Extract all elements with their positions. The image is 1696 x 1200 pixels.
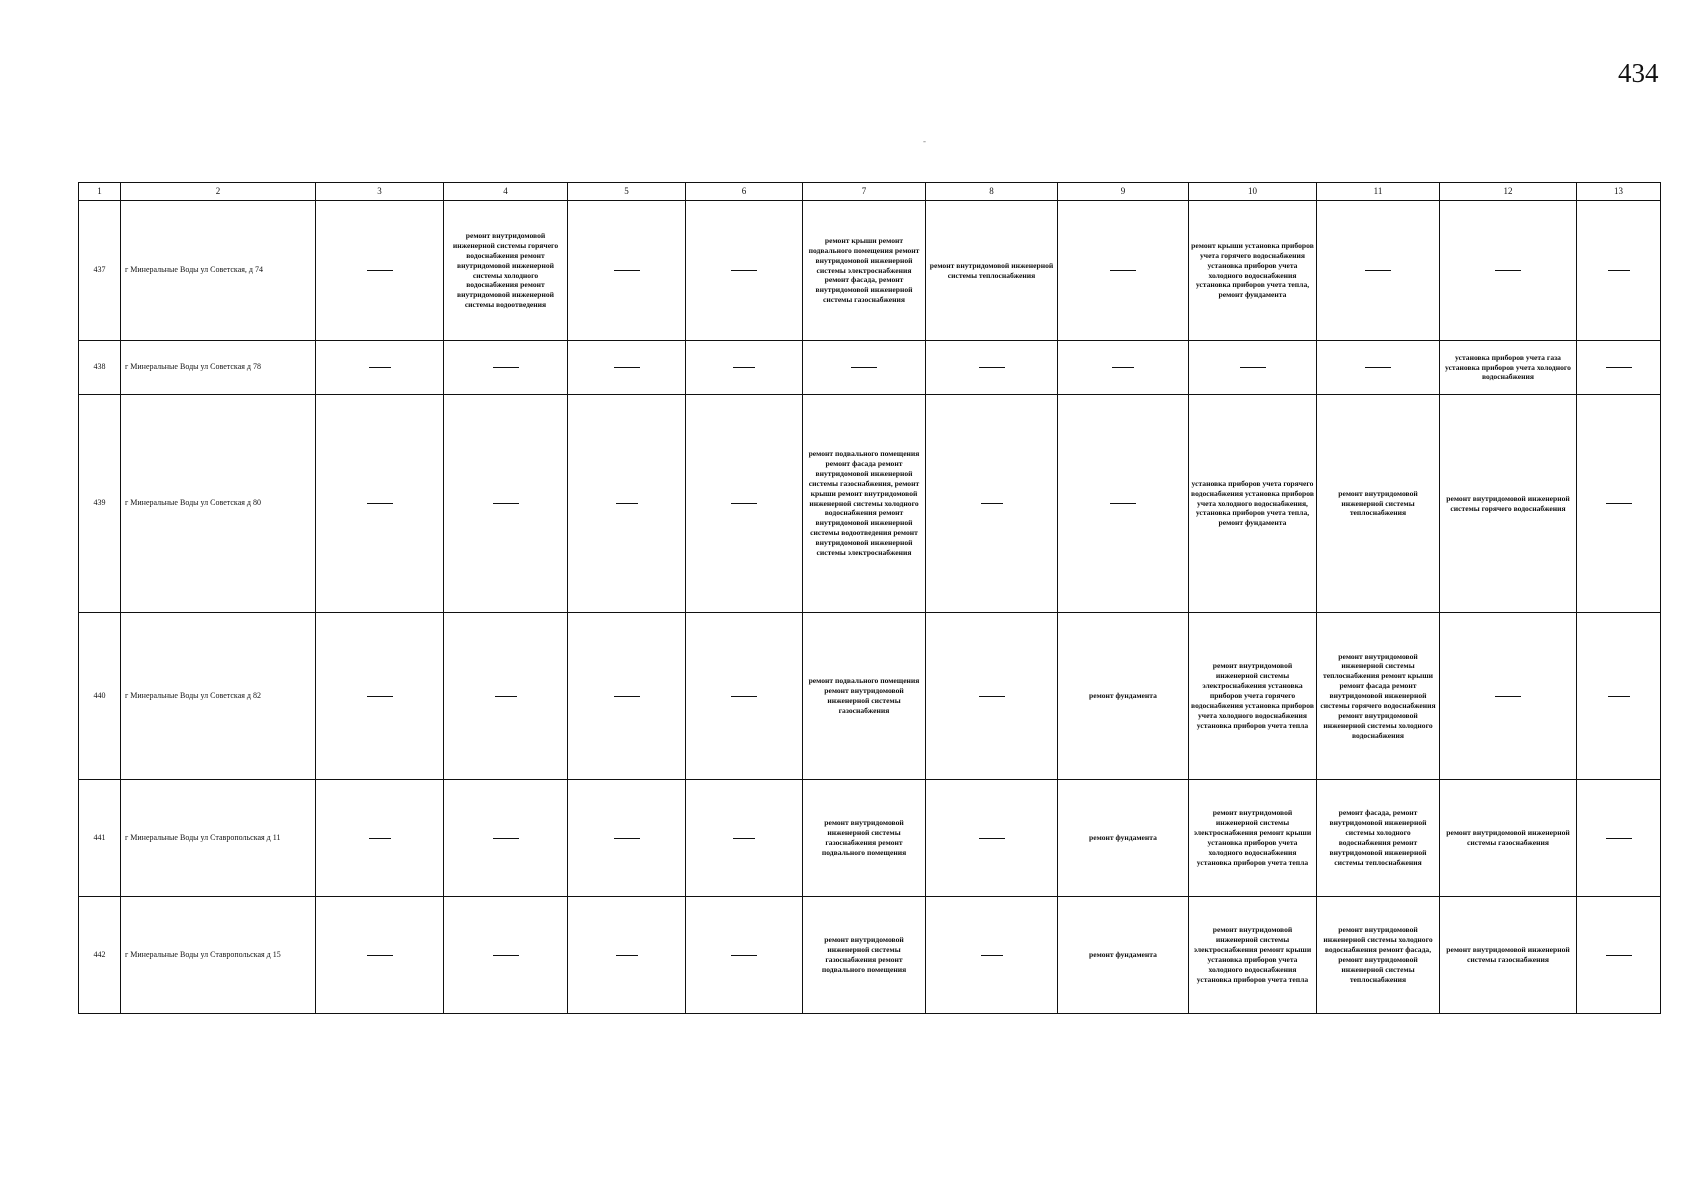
work-cell: ремонт внутридомовой инженерной системы электроснабжения ремонт крыши установка приборов учета холодного водоснабжения установка приборов учета тепла — [1189, 780, 1317, 897]
work-cell — [926, 780, 1058, 897]
work-cell — [686, 897, 803, 1014]
dash-mark — [1110, 270, 1136, 271]
dash-mark — [614, 270, 640, 271]
column-number-row — [79, 183, 1661, 201]
work-cell — [568, 613, 686, 780]
dash-mark — [731, 503, 757, 504]
work-cell — [1440, 201, 1577, 341]
address-cell: г Минеральные Воды ул Советская д 78 — [121, 341, 316, 395]
dash-mark — [367, 503, 393, 504]
dash-mark — [1240, 367, 1266, 368]
work-cell — [316, 780, 444, 897]
address-cell: г Минеральные Воды ул Советская, д 74 — [121, 201, 316, 341]
repair-register-table — [78, 182, 1661, 1014]
work-cell: ремонт внутридомовой инженерной системы газоснабжения ремонт подвального помещения — [803, 780, 926, 897]
dash-mark — [614, 367, 640, 368]
dash-mark — [493, 838, 519, 839]
table-row — [79, 897, 1661, 1014]
work-cell — [1577, 395, 1661, 613]
dash-mark — [1365, 270, 1391, 271]
work-cell — [568, 897, 686, 1014]
work-cell: ремонт внутридомовой инженерной системы газоснабжения — [1440, 780, 1577, 897]
dash-mark — [1608, 696, 1630, 697]
dash-mark — [979, 367, 1005, 368]
work-cell — [686, 201, 803, 341]
dash-mark — [367, 270, 393, 271]
dash-mark — [981, 955, 1003, 956]
dash-mark — [979, 696, 1005, 697]
dash-mark — [1606, 838, 1632, 839]
dash-mark — [493, 367, 519, 368]
column-number: 6 — [686, 183, 803, 201]
work-cell — [1189, 341, 1317, 395]
column-number: 2 — [121, 183, 316, 201]
work-cell — [1058, 395, 1189, 613]
work-cell — [568, 780, 686, 897]
dash-mark — [1365, 367, 1391, 368]
address-cell: г Минеральные Воды ул Советская д 82 — [121, 613, 316, 780]
dash-mark — [851, 367, 877, 368]
column-number: 8 — [926, 183, 1058, 201]
work-cell: ремонт подвального помещения ремонт внутридомовой инженерной системы газоснабжения — [803, 613, 926, 780]
dash-mark — [979, 838, 1005, 839]
column-number: 13 — [1577, 183, 1661, 201]
dash-mark — [1495, 270, 1521, 271]
work-cell — [1058, 341, 1189, 395]
dash-mark — [733, 838, 755, 839]
work-cell: ремонт фундамента — [1058, 613, 1189, 780]
row-number: 442 — [79, 897, 121, 1014]
work-cell — [686, 613, 803, 780]
work-cell: ремонт внутридомовой инженерной системы теплоснабжения ремонт крыши ремонт фасада ремонт внутридомовой инженерной системы горячего водоснабжения ремонт внутридомовой инженерной системы холодного водоснабжения — [1317, 613, 1440, 780]
work-cell — [686, 395, 803, 613]
work-cell: ремонт фундамента — [1058, 780, 1189, 897]
work-cell — [316, 395, 444, 613]
column-number: 10 — [1189, 183, 1317, 201]
address-cell: г Минеральные Воды ул Ставропольская д 11 — [121, 780, 316, 897]
work-cell — [444, 780, 568, 897]
work-cell — [568, 395, 686, 613]
work-cell — [1577, 201, 1661, 341]
table-row — [79, 341, 1661, 395]
work-cell: установка приборов учета горячего водоснабжения установка приборов учета холодного водоснабжения, установка приборов учета тепла, ремонт фундамента — [1189, 395, 1317, 613]
row-number: 440 — [79, 613, 121, 780]
work-cell: ремонт внутридомовой инженерной системы электроснабжения ремонт крыши установка приборов учета холодного водоснабжения установка приборов учета тепла — [1189, 897, 1317, 1014]
dash-mark — [1112, 367, 1134, 368]
table-row — [79, 780, 1661, 897]
work-cell — [1577, 780, 1661, 897]
column-number: 7 — [803, 183, 926, 201]
row-number: 439 — [79, 395, 121, 613]
dash-mark — [614, 838, 640, 839]
work-cell — [926, 341, 1058, 395]
address-cell: г Минеральные Воды ул Ставропольская д 15 — [121, 897, 316, 1014]
table-row — [79, 613, 1661, 780]
address-cell: г Минеральные Воды ул Советская д 80 — [121, 395, 316, 613]
row-number: 438 — [79, 341, 121, 395]
dash-mark — [1606, 503, 1632, 504]
work-cell — [316, 201, 444, 341]
work-cell: ремонт внутридомовой инженерной системы теплоснабжения — [926, 201, 1058, 341]
work-cell — [1317, 201, 1440, 341]
work-cell — [1577, 341, 1661, 395]
work-cell: ремонт внутридомовой инженерной системы газоснабжения ремонт подвального помещения — [803, 897, 926, 1014]
work-cell: ремонт крыши установка приборов учета горячего водоснабжения установка приборов учета холодного водоснабжения установка приборов учета тепла, ремонт фундамента — [1189, 201, 1317, 341]
dash-mark — [493, 955, 519, 956]
dash-mark — [1606, 955, 1632, 956]
work-cell — [1577, 613, 1661, 780]
dash-mark — [495, 696, 517, 697]
dash-mark — [616, 503, 638, 504]
column-number: 12 — [1440, 183, 1577, 201]
table-body — [79, 201, 1661, 1014]
work-cell — [316, 341, 444, 395]
work-cell — [444, 897, 568, 1014]
work-cell: ремонт фундамента — [1058, 897, 1189, 1014]
work-cell — [1440, 613, 1577, 780]
work-cell — [1577, 897, 1661, 1014]
dash-mark — [731, 696, 757, 697]
dash-mark — [369, 367, 391, 368]
work-cell — [568, 341, 686, 395]
table-row — [79, 395, 1661, 613]
dash-mark — [733, 367, 755, 368]
work-cell: ремонт фасада, ремонт внутридомовой инженерной системы холодного водоснабжения ремонт внутридомовой инженерной системы теплоснабжения — [1317, 780, 1440, 897]
work-cell: ремонт внутридомовой инженерной системы электроснабжения установка приборов учета горячего водоснабжения установка приборов учета холодного водоснабжения установка приборов учета тепла — [1189, 613, 1317, 780]
column-number: 9 — [1058, 183, 1189, 201]
work-cell — [926, 395, 1058, 613]
work-cell: ремонт крыши ремонт подвального помещения ремонт внутридомовой инженерной системы электроснабжения ремонт фасада, ремонт внутридомовой инженерной системы газоснабжения — [803, 201, 926, 341]
work-cell — [1058, 201, 1189, 341]
work-cell: ремонт подвального помещения ремонт фасада ремонт внутридомовой инженерной системы газоснабжения, ремонт крыши ремонт внутридомовой инженерной системы холодного водоснабжения ремонт внутридомовой инженерной системы водоотведения ремонт внутридомовой инженерной системы электроснабжения — [803, 395, 926, 613]
work-cell: установка приборов учета газа установка приборов учета холодного водоснабжения — [1440, 341, 1577, 395]
work-cell — [444, 613, 568, 780]
dash-mark — [369, 838, 391, 839]
work-cell: ремонт внутридомовой инженерной системы холодного водоснабжения ремонт фасада, ремонт внутридомовой инженерной системы теплоснабжения — [1317, 897, 1440, 1014]
work-cell — [316, 613, 444, 780]
dash-mark — [493, 503, 519, 504]
work-cell: ремонт внутридомовой инженерной системы теплоснабжения — [1317, 395, 1440, 613]
dash-mark — [1608, 270, 1630, 271]
scan-mark: - — [923, 136, 926, 146]
dash-mark — [614, 696, 640, 697]
column-number: 3 — [316, 183, 444, 201]
work-cell: ремонт внутридомовой инженерной системы горячего водоснабжения — [1440, 395, 1577, 613]
column-number: 11 — [1317, 183, 1440, 201]
column-number: 4 — [444, 183, 568, 201]
dash-mark — [367, 696, 393, 697]
column-number: 1 — [79, 183, 121, 201]
work-cell — [568, 201, 686, 341]
work-cell — [803, 341, 926, 395]
dash-mark — [1495, 696, 1521, 697]
row-number: 437 — [79, 201, 121, 341]
dash-mark — [1110, 503, 1136, 504]
dash-mark — [367, 955, 393, 956]
page-number: 434 — [1618, 58, 1659, 88]
column-number: 5 — [568, 183, 686, 201]
table-row — [79, 201, 1661, 341]
work-cell — [926, 613, 1058, 780]
dash-mark — [616, 955, 638, 956]
work-cell — [1317, 341, 1440, 395]
work-cell — [444, 341, 568, 395]
dash-mark — [1606, 367, 1632, 368]
work-cell — [686, 341, 803, 395]
row-number: 441 — [79, 780, 121, 897]
work-cell: ремонт внутридомовой инженерной системы горячего водоснабжения ремонт внутридомовой инженерной системы холодного водоснабжения ремонт внутридомовой инженерной системы водоотведения — [444, 201, 568, 341]
work-cell — [686, 780, 803, 897]
dash-mark — [731, 955, 757, 956]
work-cell — [444, 395, 568, 613]
work-cell — [316, 897, 444, 1014]
dash-mark — [981, 503, 1003, 504]
work-cell — [926, 897, 1058, 1014]
dash-mark — [731, 270, 757, 271]
work-cell: ремонт внутридомовой инженерной системы газоснабжения — [1440, 897, 1577, 1014]
